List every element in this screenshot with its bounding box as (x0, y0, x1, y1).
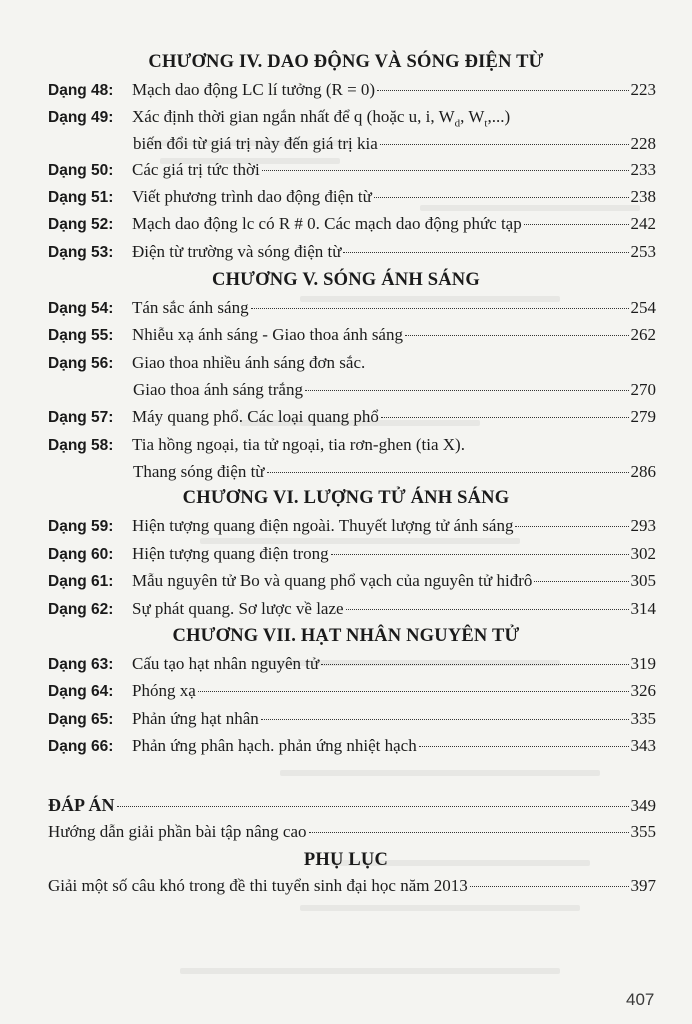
toc-entry[interactable] (48, 516, 656, 538)
leader-dots (524, 224, 629, 225)
entry-title: Hiện tượng quang điện trong (132, 544, 329, 563)
entry-page: 314 (630, 599, 656, 618)
appendix-title: Giải một số câu khó trong đề thi tuyển sinh đại học năm 2013 (48, 876, 468, 895)
entry-title: Máy quang phổ. Các loại quang phổ (132, 407, 379, 426)
entry-title: Viết phương trình dao động điện từ (132, 187, 372, 206)
entry-label: Dạng 50: (48, 162, 114, 179)
toc-entry-continuation[interactable] (133, 134, 656, 156)
entry-title: Các giá trị tức thời (132, 160, 260, 179)
toc-entry[interactable] (48, 681, 656, 703)
entry-label: Dạng 63: (48, 656, 114, 673)
entry-page: 293 (630, 516, 656, 535)
leader-dots (346, 609, 629, 610)
leader-dots (381, 417, 629, 418)
toc-entry[interactable] (48, 571, 656, 593)
leader-dots (309, 832, 629, 833)
leader-dots (374, 197, 629, 198)
leader-dots (262, 170, 629, 171)
toc-entry-answers[interactable] (48, 795, 656, 817)
entry-page: 326 (630, 681, 656, 700)
toc-entry[interactable] (48, 736, 656, 758)
entry-page: 262 (630, 325, 656, 344)
leader-dots (377, 90, 628, 91)
chapter-heading-7: CHƯƠNG VII. HẠT NHÂN NGUYÊN TỬ (172, 626, 520, 646)
entry-title: Sự phát quang. Sơ lược về laze (132, 599, 344, 618)
entry-page: 319 (630, 654, 656, 673)
entry-page: 270 (630, 380, 656, 399)
toc-entry[interactable] (48, 435, 656, 457)
leader-dots (117, 806, 629, 807)
toc-entry[interactable] (48, 407, 656, 429)
entry-title: Mạch dao động LC lí tưởng (R = 0) (132, 80, 376, 99)
appendix-heading: PHỤ LỤC (303, 850, 389, 870)
leader-dots (198, 691, 629, 692)
entry-title: Điện từ trường và sóng điện từ (132, 242, 342, 261)
leader-dots (251, 308, 629, 309)
entry-label: Dạng 49: (48, 109, 114, 126)
entry-label: Dạng 62: (48, 601, 114, 618)
toc-entry[interactable] (48, 214, 656, 236)
toc-entry[interactable] (48, 325, 656, 347)
entry-label: Dạng 60: (48, 546, 114, 563)
toc-entry[interactable] (48, 654, 656, 676)
entry-page: 349 (630, 796, 656, 815)
entry-title: Nhiễu xạ ánh sáng - Giao thoa ánh sáng (132, 325, 403, 344)
toc-entry-continuation[interactable] (133, 380, 656, 402)
entry-title: Phản ứng hạt nhân (132, 709, 259, 728)
chapter-heading-4: CHƯƠNG IV. DAO ĐỘNG VÀ SÓNG ĐIỆN TỪ (148, 52, 544, 72)
entry-label: Dạng 55: (48, 327, 114, 344)
entry-label: Dạng 48: (48, 82, 114, 99)
entry-page: 238 (630, 187, 656, 206)
entry-label: Dạng 57: (48, 409, 114, 426)
entry-label: Dạng 64: (48, 683, 114, 700)
entry-label: Dạng 54: (48, 300, 114, 317)
entry-title: Tán sắc ánh sáng (132, 298, 249, 317)
entry-page: 397 (630, 876, 656, 895)
entry-title: Giao thoa nhiều ánh sáng đơn sắc. (132, 353, 366, 372)
chapter-heading-6: CHƯƠNG VI. LƯỢNG TỬ ÁNH SÁNG (182, 488, 510, 508)
entry-title: Phản ứng phân hạch. phản ứng nhiệt hạch (132, 736, 417, 755)
entry-title-cont: Thang sóng điện từ (133, 462, 265, 481)
page-number: 407 (626, 990, 655, 1009)
entry-title: Cấu tạo hạt nhân nguyên tử (132, 654, 320, 673)
entry-page: 305 (630, 571, 656, 590)
toc-entry-appendix[interactable] (48, 876, 656, 898)
entry-page: 228 (630, 134, 656, 153)
answers-title: ĐÁP ÁN (48, 795, 115, 815)
entry-page: 335 (630, 709, 656, 728)
entry-title: Xác định thời gian ngắn nhất để q (hoặc u, i, $W_d$, $W_t$,...) (132, 107, 511, 130)
entry-page: 302 (630, 544, 656, 563)
entry-label: Dạng 52: (48, 216, 114, 233)
leader-dots (534, 581, 628, 582)
toc-entry[interactable] (48, 298, 656, 320)
entry-page: 286 (630, 462, 656, 481)
chapter-heading-5: CHƯƠNG V. SÓNG ÁNH SÁNG (212, 270, 480, 290)
entry-title: Mạch dao động lc có R # 0. Các mạch dao động phức tạp (132, 214, 522, 233)
entry-page: 253 (630, 242, 656, 261)
leader-dots (515, 526, 628, 527)
entry-title: Phóng xạ (132, 681, 196, 700)
entry-page: 343 (630, 736, 656, 755)
toc-entry[interactable] (48, 599, 656, 621)
entry-label: Dạng 51: (48, 189, 114, 206)
leader-dots (267, 472, 629, 473)
leader-dots (380, 144, 629, 145)
entry-title: Mẫu nguyên tử Bo và quang phổ vạch của nguyên tử hiđrô (132, 571, 533, 590)
toc-entry[interactable] (48, 160, 656, 182)
toc-entry[interactable] (48, 107, 656, 129)
leader-dots (343, 252, 628, 253)
entry-page: 242 (630, 214, 656, 233)
entry-label: Dạng 53: (48, 244, 114, 261)
toc-entry[interactable] (48, 544, 656, 566)
toc-entry[interactable] (48, 187, 656, 209)
leader-dots (261, 719, 629, 720)
toc-entry-continuation[interactable] (133, 462, 656, 484)
leader-dots (331, 554, 629, 555)
entry-label: Dạng 56: (48, 355, 114, 372)
toc-entry[interactable] (48, 709, 656, 731)
entry-page: 355 (630, 822, 656, 841)
entry-page: 254 (630, 298, 656, 317)
leader-dots (321, 664, 628, 665)
entry-page: 233 (630, 160, 656, 179)
guide-title: Hướng dẫn giải phần bài tập nâng cao (48, 822, 307, 841)
entry-page: 223 (630, 80, 656, 99)
entry-title: Tia hồng ngoại, tia tử ngoại, tia rơn-ghen (tia X). (132, 435, 465, 454)
toc-entry[interactable] (48, 80, 656, 102)
entry-label: Dạng 65: (48, 711, 114, 728)
entry-label: Dạng 59: (48, 518, 114, 535)
entry-title-cont: Giao thoa ánh sáng trắng (133, 380, 303, 399)
leader-dots (419, 746, 629, 747)
toc-entry[interactable] (48, 242, 656, 264)
entry-title: Hiện tượng quang điện ngoài. Thuyết lượng tử ánh sáng (132, 516, 514, 535)
leader-dots (405, 335, 629, 336)
entry-page: 279 (630, 407, 656, 426)
entry-label: Dạng 58: (48, 437, 114, 454)
leader-dots (305, 390, 629, 391)
entry-title-cont: biến đổi từ giá trị này đến giá trị kia (133, 134, 378, 153)
entry-label: Dạng 66: (48, 738, 114, 755)
toc-entry-guide[interactable] (48, 822, 656, 844)
toc-entry[interactable] (48, 353, 656, 375)
leader-dots (470, 886, 629, 887)
entry-label: Dạng 61: (48, 573, 114, 590)
